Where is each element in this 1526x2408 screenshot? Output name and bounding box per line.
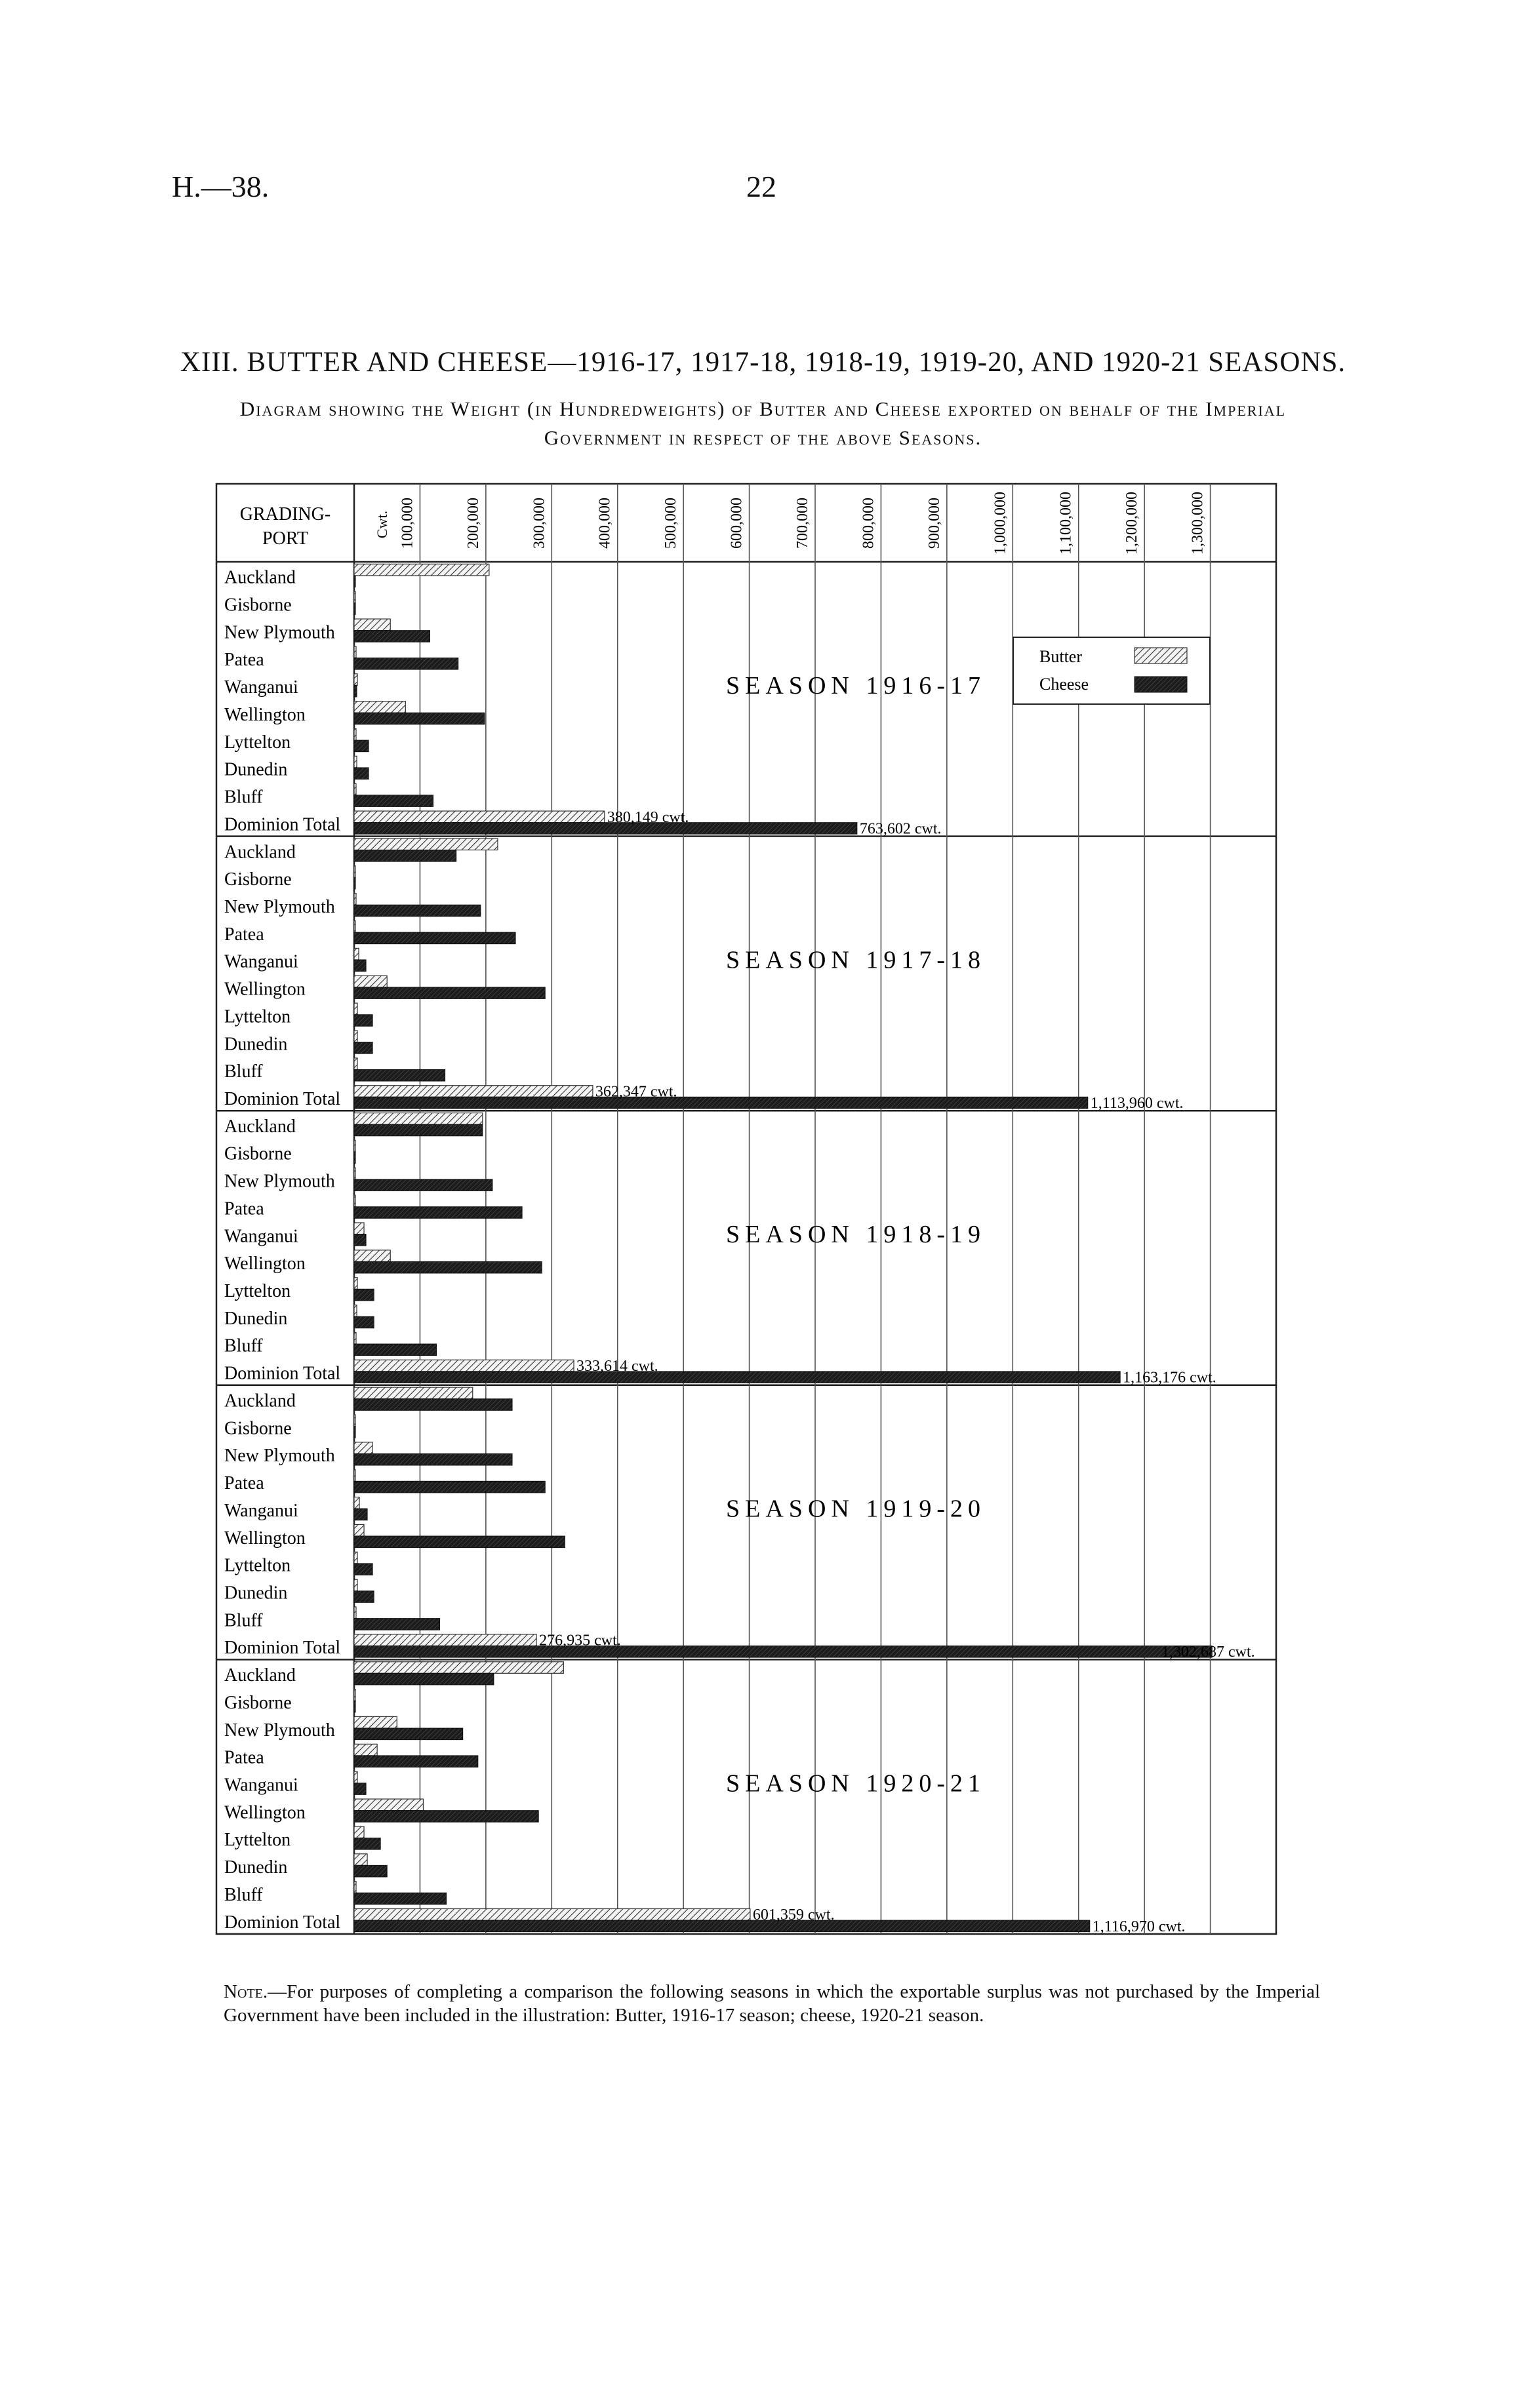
butter-bar (354, 894, 356, 905)
port-label: Wanganui (224, 1500, 298, 1521)
port-label: Lyttelton (224, 1006, 291, 1027)
port-label: Auckland (224, 1665, 296, 1686)
cheese-total-bar (354, 823, 857, 835)
butter-bar (354, 1332, 356, 1344)
port-label: Wellington (224, 1528, 306, 1549)
butter-total-bar (354, 1908, 750, 1920)
chart-heading: XIII. BUTTER AND CHEESE—1916-17, 1917-18, 1918-19, 1919-20, AND 1920-21 SEASONS. (180, 347, 1346, 378)
port-label: Dominion Total (224, 1363, 341, 1384)
port-column-header: GRADING- (239, 504, 331, 524)
butter-bar (354, 1250, 390, 1262)
cheese-bar (354, 1838, 380, 1849)
butter-bar (354, 1799, 423, 1811)
butter-bar (354, 976, 387, 987)
cheese-bar (354, 795, 433, 807)
footnote (224, 1980, 1320, 2027)
cheese-bar (354, 603, 355, 615)
tick-label-4: 400,000 (596, 498, 614, 549)
cheese-bar (354, 1261, 542, 1273)
cheese-bar (354, 768, 369, 780)
port-label: Gisborne (224, 1692, 292, 1713)
port-label: Bluff (224, 787, 263, 808)
butter-bar (354, 729, 356, 741)
port-label: Bluff (224, 1610, 263, 1631)
axis-header (240, 492, 1207, 555)
cheese-bar (354, 877, 355, 889)
port-label: Dunedin (224, 1308, 288, 1329)
butter-bar (354, 564, 489, 576)
port-label: Gisborne (224, 1418, 292, 1439)
butter-total-value: 333,614 cwt. (576, 1357, 658, 1375)
butter-bar (354, 1607, 356, 1619)
cheese-bar (354, 1865, 387, 1877)
legend-butter-swatch (1134, 648, 1187, 663)
port-label: Lyttelton (224, 732, 291, 753)
note-lead: Note. (224, 1981, 268, 2002)
cheese-bar (354, 1619, 440, 1630)
cheese-total-value: 763,602 cwt. (859, 820, 942, 838)
port-label: Wanganui (224, 1226, 298, 1247)
port-label: New Plymouth (224, 622, 335, 643)
port-label: Gisborne (224, 595, 292, 616)
butter-bar (354, 701, 405, 713)
cheese-bar (354, 1069, 445, 1081)
tick-label-6: 600,000 (728, 498, 746, 549)
butter-bar (354, 1058, 357, 1070)
cheese-bar (354, 1536, 565, 1548)
butter-total-value: 362,347 cwt. (595, 1083, 677, 1101)
port-label: Dunedin (224, 1857, 288, 1878)
port-label: Auckland (224, 567, 296, 588)
butter-bar (354, 1716, 397, 1728)
butter-bar (354, 1195, 355, 1207)
page-number: 22 (746, 170, 776, 203)
cheese-bar (354, 1207, 522, 1219)
butter-bar (354, 1031, 357, 1042)
cheese-bar (354, 1234, 366, 1246)
butter-bar (354, 1744, 377, 1756)
butter-bar (354, 1524, 364, 1536)
port-label: Wellington (224, 704, 306, 725)
port-column-header-line2: PORT (262, 528, 308, 549)
cheese-bar (354, 1289, 374, 1301)
cheese-bar (354, 740, 369, 752)
butter-total-bar (354, 1634, 536, 1646)
cheese-bar (354, 1453, 512, 1465)
cheese-bar (354, 1893, 447, 1905)
cheese-total-value: 1,163,176 cwt. (1123, 1369, 1216, 1387)
butter-bar (354, 1387, 473, 1399)
port-label: Wellington (224, 979, 306, 1000)
tick-label-8: 800,000 (860, 498, 877, 549)
cheese-bar (354, 905, 481, 917)
butter-total-bar (354, 1360, 574, 1372)
cheese-bar (354, 987, 545, 999)
tick-label-1: 100,000 (399, 498, 416, 549)
season-label-1: SEASON 1916-17 (726, 671, 986, 700)
port-label: Patea (224, 650, 264, 671)
legend-cheese-swatch (1134, 677, 1187, 692)
cheese-bar (354, 1811, 538, 1823)
tick-label-3: 300,000 (531, 498, 548, 549)
season-label-5: SEASON 1920-21 (726, 1769, 986, 1798)
season-label-2: SEASON 1917-18 (726, 946, 986, 974)
tick-label-11: 1,100,000 (1057, 492, 1075, 555)
butter-bar (354, 674, 357, 686)
butter-total-value: 276,935 cwt. (539, 1632, 621, 1649)
butter-total-value: 601,359 cwt. (752, 1906, 835, 1924)
port-label: Dominion Total (224, 1638, 341, 1659)
cheese-bar (354, 1481, 545, 1493)
cheese-bar (354, 1399, 512, 1411)
butter-bar (354, 1003, 357, 1015)
butter-bar (354, 1826, 364, 1838)
cheese-bar (354, 960, 366, 972)
butter-bar (354, 1278, 357, 1290)
butter-bar (354, 866, 355, 878)
butter-bar (354, 1140, 355, 1152)
cheese-total-value: 1,116,970 cwt. (1092, 1918, 1186, 1935)
port-label: Wanganui (224, 951, 298, 972)
port-label: New Plymouth (224, 1171, 335, 1192)
cheese-bar (354, 1344, 437, 1356)
cheese-total-bar (354, 1097, 1088, 1109)
port-label: Gisborne (224, 869, 292, 890)
cheese-bar (354, 1673, 494, 1685)
butter-bar (354, 1223, 364, 1234)
butter-bar (354, 646, 356, 658)
cheese-total-bar (354, 1372, 1120, 1383)
cheese-bar (354, 1591, 374, 1603)
cheese-bar (354, 1427, 355, 1438)
legend-cheese-label: Cheese (1039, 675, 1089, 694)
legend-butter-label: Butter (1039, 647, 1082, 666)
port-label: Lyttelton (224, 1555, 291, 1576)
cheese-bar (354, 658, 458, 670)
cheese-bar (354, 1152, 355, 1164)
port-label: Patea (224, 1747, 264, 1768)
port-label: Wanganui (224, 677, 298, 698)
butter-bar (354, 1662, 563, 1674)
butter-bar (354, 921, 355, 933)
butter-bar (354, 619, 390, 631)
port-label: Bluff (224, 1335, 263, 1356)
chart-subheading: Diagram showing the Weight (in Hundredweights) of Butter and Cheese exported on behalf of the Imperial Government in respect of the above Seasons. (239, 397, 1287, 449)
tick-label-2: 200,000 (464, 498, 482, 549)
butter-bar (354, 1497, 359, 1509)
butter-total-value: 380,149 cwt. (607, 808, 689, 826)
tick-label-12: 1,200,000 (1123, 492, 1141, 555)
butter-bar (354, 756, 357, 768)
butter-bar (354, 1415, 355, 1427)
cheese-bar (354, 1783, 366, 1795)
butter-total-bar (354, 1086, 593, 1097)
butter-bar (354, 1689, 355, 1701)
cheese-bar (354, 850, 456, 862)
unit-label: Cwt. (374, 510, 390, 539)
tick-label-5: 500,000 (662, 498, 680, 549)
port-label: Patea (224, 1473, 264, 1494)
page-reference: H.—38. (172, 170, 270, 203)
note-text: —For purposes of completing a comparison the following seasons in which the exportable surplus was not purchased by the Imperial Government have been included in the illustration: Butter, 1916-17 season; cheese, 1920-21 season. (224, 1981, 1320, 2026)
butter-bar (354, 1113, 483, 1125)
season-label-3: SEASON 1918-19 (726, 1221, 986, 1249)
port-label: Wellington (224, 1802, 306, 1823)
port-label: New Plymouth (224, 896, 335, 917)
port-label: Dunedin (224, 1034, 288, 1055)
cheese-bar (354, 1042, 372, 1054)
port-label: New Plymouth (224, 1446, 335, 1467)
port-label: Bluff (224, 1061, 263, 1082)
port-label: Wellington (224, 1253, 306, 1274)
cheese-bar (354, 1124, 483, 1136)
cheese-bar (354, 1179, 492, 1191)
butter-bar (354, 1168, 355, 1179)
butter-bar (354, 1305, 357, 1317)
port-label: Auckland (224, 1391, 296, 1411)
port-label: Patea (224, 924, 264, 945)
butter-bar (354, 591, 355, 603)
port-label: Dunedin (224, 759, 288, 780)
tick-label-7: 700,000 (794, 498, 811, 549)
port-label: Auckland (224, 1116, 296, 1137)
port-label: Wanganui (224, 1775, 298, 1796)
cheese-bar (354, 1564, 372, 1575)
butter-bar (354, 1854, 367, 1866)
butter-bar (354, 1579, 357, 1591)
cheese-bar (354, 1509, 367, 1520)
port-label: Dunedin (224, 1583, 288, 1604)
butter-bar (354, 1442, 372, 1454)
cheese-bar (354, 1756, 478, 1767)
butter-bar (354, 839, 498, 850)
butter-bar (354, 1552, 357, 1564)
port-label: New Plymouth (224, 1720, 335, 1741)
cheese-bar (354, 1015, 372, 1027)
cheese-bar (354, 631, 430, 642)
cheese-total-value: 1,302,687 cwt. (1161, 1644, 1255, 1661)
cheese-total-bar (354, 1920, 1090, 1932)
port-label: Patea (224, 1198, 264, 1219)
butter-bar (354, 1470, 355, 1482)
tick-label-13: 1,300,000 (1189, 492, 1207, 555)
butter-bar (354, 948, 359, 960)
tick-label-10: 1,000,000 (992, 492, 1009, 555)
cheese-bar (354, 1728, 463, 1740)
tick-label-9: 900,000 (925, 498, 943, 549)
port-label: Dominion Total (224, 1912, 341, 1933)
cheese-total-value: 1,113,960 cwt. (1090, 1094, 1184, 1112)
butter-total-bar (354, 811, 605, 823)
port-label: Bluff (224, 1884, 263, 1905)
port-label: Gisborne (224, 1143, 292, 1164)
butter-bar (354, 1882, 356, 1893)
port-label: Auckland (224, 842, 296, 863)
cheese-bar (354, 932, 515, 944)
cheese-bar (354, 685, 357, 697)
cheese-bar (354, 1701, 355, 1712)
port-label: Dominion Total (224, 1088, 341, 1109)
season-label-4: SEASON 1919-20 (726, 1495, 986, 1523)
butter-bar (354, 783, 356, 795)
cheese-total-bar (354, 1646, 1212, 1657)
port-label: Lyttelton (224, 1830, 291, 1851)
port-label: Dominion Total (224, 814, 341, 835)
butter-bar (354, 1771, 357, 1783)
cheese-bar (354, 713, 485, 724)
cheese-bar (354, 1316, 374, 1328)
port-label: Lyttelton (224, 1281, 291, 1302)
cheese-bar (354, 576, 355, 587)
